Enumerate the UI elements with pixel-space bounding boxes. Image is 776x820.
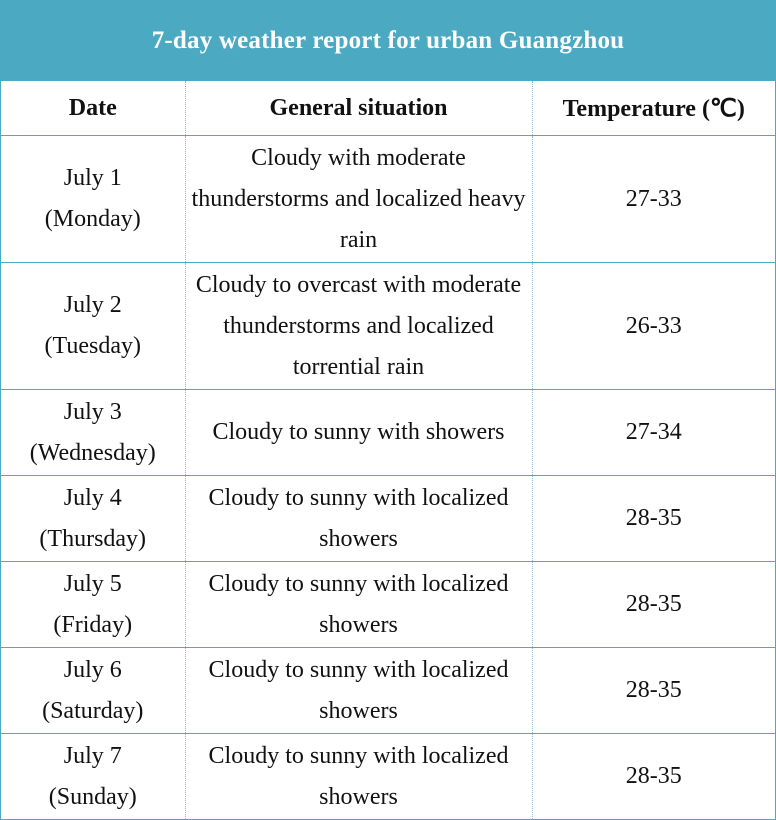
date-label: July 5 xyxy=(63,570,122,597)
temperature-cell: 28-35 xyxy=(532,476,775,562)
table-row xyxy=(1,648,775,734)
table-row xyxy=(1,390,775,476)
header-row xyxy=(1,81,775,136)
weekday-label: (Thursday) xyxy=(39,525,147,552)
situation-cell: Cloudy to sunny with localized showers xyxy=(185,476,532,562)
date-label: July 3 xyxy=(63,398,122,425)
temperature-cell: 28-35 xyxy=(532,648,775,734)
temperature-cell: 28-35 xyxy=(532,734,775,820)
situation-cell: Cloudy to sunny with showers xyxy=(185,390,532,476)
weekday-label: (Monday) xyxy=(44,206,141,232)
situation-cell: Cloudy to sunny with localized showers xyxy=(185,648,532,734)
table-title: 7-day weather report for urban Guangzhou xyxy=(1,1,775,81)
table-row xyxy=(1,476,775,562)
temperature-cell: 28-35 xyxy=(532,562,775,648)
weekday-label: (Saturday) xyxy=(42,697,144,724)
table-row xyxy=(1,562,775,648)
date-label: July 1 xyxy=(63,165,122,191)
date-cell xyxy=(1,734,185,820)
date-cell xyxy=(1,263,185,390)
date-cell xyxy=(1,136,185,263)
temperature-cell: 27-34 xyxy=(532,390,775,476)
weekday-label: (Tuesday) xyxy=(44,333,141,359)
weekday-label: (Friday) xyxy=(53,611,133,638)
weekday-label: (Wednesday) xyxy=(29,439,156,466)
situation-cell: Cloudy to sunny with localized showers xyxy=(185,562,532,648)
date-cell xyxy=(1,390,185,476)
weekday-label: (Sunday) xyxy=(48,783,137,810)
table-row xyxy=(1,263,775,390)
date-label: July 6 xyxy=(63,656,122,683)
temperature-cell: 26-33 xyxy=(532,263,775,390)
table-row xyxy=(1,734,775,820)
date-label: July 7 xyxy=(63,742,122,769)
table-row xyxy=(1,136,775,263)
column-header-temperature: Temperature (℃) xyxy=(532,81,775,136)
date-label: July 4 xyxy=(63,484,122,511)
temperature-cell: 27-33 xyxy=(532,136,775,263)
situation-cell: Cloudy to overcast with moderate thunderstorms and localized torrential rain xyxy=(185,263,532,390)
date-cell xyxy=(1,476,185,562)
situation-cell: Cloudy to sunny with localized showers xyxy=(185,734,532,820)
weather-report-table xyxy=(1,81,775,819)
column-header-situation: General situation xyxy=(185,81,532,136)
situation-cell: Cloudy with moderate thunderstorms and localized heavy rain xyxy=(185,136,532,263)
date-label: July 2 xyxy=(63,292,122,318)
column-header-date: Date xyxy=(1,81,185,136)
date-cell xyxy=(1,648,185,734)
date-cell xyxy=(1,562,185,648)
